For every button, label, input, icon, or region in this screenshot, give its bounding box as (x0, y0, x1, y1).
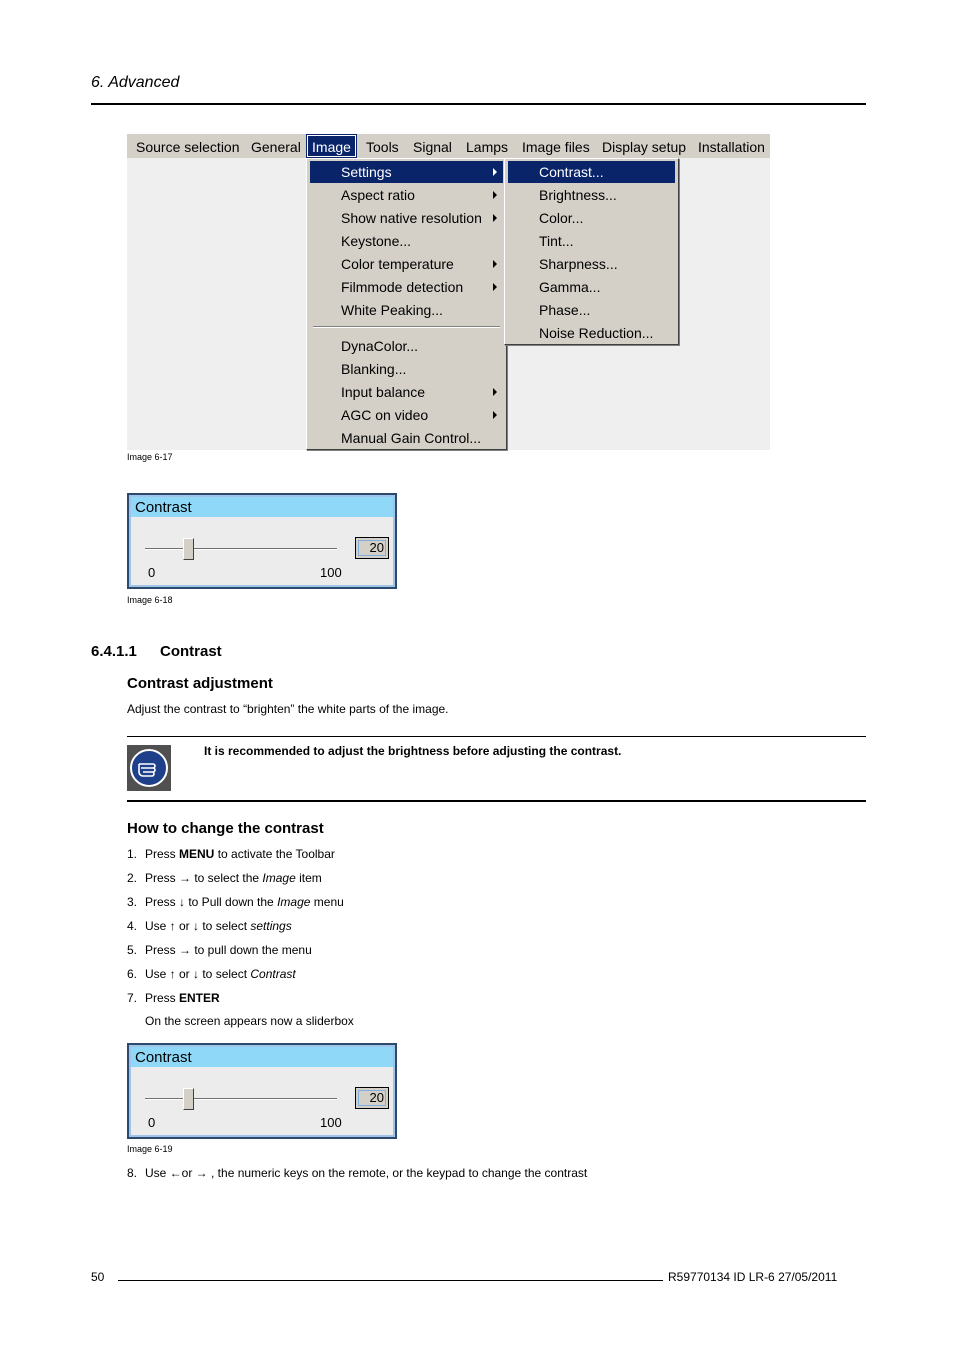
menu-display-setup[interactable]: Display setup (602, 139, 687, 155)
menu-item-blanking[interactable]: Blanking... (341, 361, 407, 377)
contrast-sliderbox (127, 493, 397, 589)
menu-item-native-resolution[interactable]: Show native resolution (310, 207, 503, 229)
menu-item-filmmode[interactable]: Filmmode detection (310, 276, 503, 298)
note-text: It is recommended to adjust the brightness before adjusting the contrast. (204, 744, 622, 758)
step-text: Press (145, 847, 180, 861)
step-item (127, 1014, 354, 1028)
step-number: 8. (127, 1166, 138, 1180)
step-text: to activate the Toolbar (214, 847, 335, 861)
step-item (127, 895, 344, 909)
sliderbox-body (131, 1067, 393, 1135)
sliderbox-body (131, 517, 393, 585)
sliderbox-title: Contrast (131, 497, 393, 517)
menu-item-noise-reduction[interactable]: Noise Reduction... (539, 325, 654, 341)
menu-item-brightness[interactable]: Brightness... (539, 187, 617, 203)
step-text: Use ↑ or ↓ to select (145, 967, 251, 981)
slider-track[interactable] (145, 548, 337, 550)
caption-image-6-19: Image 6-19 (127, 1144, 173, 1154)
step-text: Use ←or → , the numeric keys on the remote, or the keypad to change the contrast (145, 1166, 588, 1180)
note-hand-icon (127, 745, 171, 791)
step-text: On the screen appears now a sliderbox (145, 1014, 354, 1028)
menu-image-files[interactable]: Image files (522, 139, 590, 155)
chapter-header: 6. Advanced (91, 74, 180, 91)
section-title: Contrast (160, 643, 222, 660)
contrast-sliderbox-2 (127, 1043, 397, 1139)
step-number: 1. (127, 847, 138, 861)
menu-item-agc-on-video[interactable]: AGC on video (310, 404, 503, 426)
step-text: Use ↑ or ↓ to select (145, 919, 251, 933)
page-number: 50 (91, 1270, 105, 1284)
slider-min-label: 0 (148, 1115, 156, 1130)
menu-item-dynacolor[interactable]: DynaColor... (341, 338, 419, 354)
step-item (127, 991, 220, 1005)
step-number: 3. (127, 895, 138, 909)
submenu-arrow-icon (493, 168, 497, 176)
step-item (127, 847, 335, 861)
step-item (127, 919, 292, 933)
sliderbox-title: Contrast (131, 1047, 393, 1067)
menu-item-color[interactable]: Color... (539, 210, 584, 226)
step-text: Press → to select the (145, 871, 263, 885)
step-text: item (295, 871, 322, 885)
subheading-contrast-adjustment: Contrast adjustment (127, 675, 273, 692)
menu-item-contrast[interactable]: Contrast... (508, 161, 675, 183)
step-text: menu (310, 895, 344, 909)
settings-submenu (504, 158, 679, 345)
menu-general[interactable]: General (251, 139, 301, 155)
slider-max-label: 100 (320, 565, 342, 580)
step-item (127, 943, 312, 957)
menu-separator (313, 326, 500, 328)
step-text: Press → to pull down the menu (145, 943, 312, 957)
submenu-arrow-icon (493, 411, 497, 419)
slider-thumb[interactable] (183, 538, 194, 560)
step-number: 7. (127, 991, 138, 1005)
menu-source-selection[interactable]: Source selection (136, 139, 240, 155)
menu-item-manual-gain[interactable]: Manual Gain Control... (341, 430, 482, 446)
submenu-arrow-icon (493, 214, 497, 222)
submenu-arrow-icon (493, 260, 497, 268)
caption-image-6-17: Image 6-17 (127, 452, 173, 462)
step-text: settings (250, 919, 292, 933)
menu-signal[interactable]: Signal (413, 139, 452, 155)
caption-image-6-18: Image 6-18 (127, 595, 173, 605)
step-number: 6. (127, 967, 138, 981)
step-text: MENU (179, 847, 215, 861)
step-text: Contrast (250, 967, 296, 981)
step-number: 5. (127, 943, 138, 957)
section-number: 6.4.1.1 (91, 643, 137, 660)
step-text: Image (277, 895, 311, 909)
menu-installation[interactable]: Installation (698, 139, 765, 155)
menu-lamps[interactable]: Lamps (466, 139, 509, 155)
value-field[interactable]: 20 (355, 1087, 389, 1109)
menu-item-gamma[interactable]: Gamma... (539, 279, 601, 295)
step-text: ENTER (179, 991, 220, 1005)
menu-item-tint[interactable]: Tint... (539, 233, 574, 249)
step-text: Image (262, 871, 296, 885)
header-rule (91, 103, 866, 105)
menu-item-color-temperature[interactable]: Color temperature (310, 253, 503, 275)
menu-item-phase[interactable]: Phase... (539, 302, 591, 318)
menu-item-input-balance[interactable]: Input balance (310, 381, 503, 403)
intro-text: Adjust the contrast to “brighten” the white parts of the image. (127, 702, 449, 716)
menu-tools[interactable]: Tools (366, 139, 399, 155)
slider-thumb[interactable] (183, 1088, 194, 1110)
slider-track[interactable] (145, 1098, 337, 1100)
step-text: Press ↓ to Pull down the (145, 895, 278, 909)
document-id: R59770134 ID LR-6 27/05/2011 (668, 1270, 838, 1284)
submenu-arrow-icon (493, 388, 497, 396)
value-field[interactable]: 20 (355, 537, 389, 559)
step-item (127, 967, 296, 981)
menu-image[interactable]: Image (306, 134, 357, 158)
submenu-arrow-icon (493, 283, 497, 291)
step-text: Press (145, 991, 180, 1005)
menu-item-white-peaking[interactable]: White Peaking... (341, 302, 443, 318)
note-bottom-rule (127, 800, 866, 802)
menu-item-aspect-ratio[interactable]: Aspect ratio (310, 184, 503, 206)
subheading-how-to-change: How to change the contrast (127, 820, 324, 837)
menubar (127, 134, 770, 158)
submenu-arrow-icon (493, 191, 497, 199)
image-dropdown (306, 158, 507, 450)
slider-min-label: 0 (148, 565, 156, 580)
step-item (127, 871, 322, 885)
step-item (127, 1166, 587, 1180)
slider-max-label: 100 (320, 1115, 342, 1130)
footer-rule (118, 1280, 663, 1281)
menu-item-sharpness[interactable]: Sharpness... (539, 256, 618, 272)
menu-item-settings[interactable]: Settings (310, 161, 503, 183)
step-number: 4. (127, 919, 138, 933)
note-top-rule (127, 736, 866, 737)
menu-item-keystone[interactable]: Keystone... (341, 233, 412, 249)
step-number: 2. (127, 871, 138, 885)
